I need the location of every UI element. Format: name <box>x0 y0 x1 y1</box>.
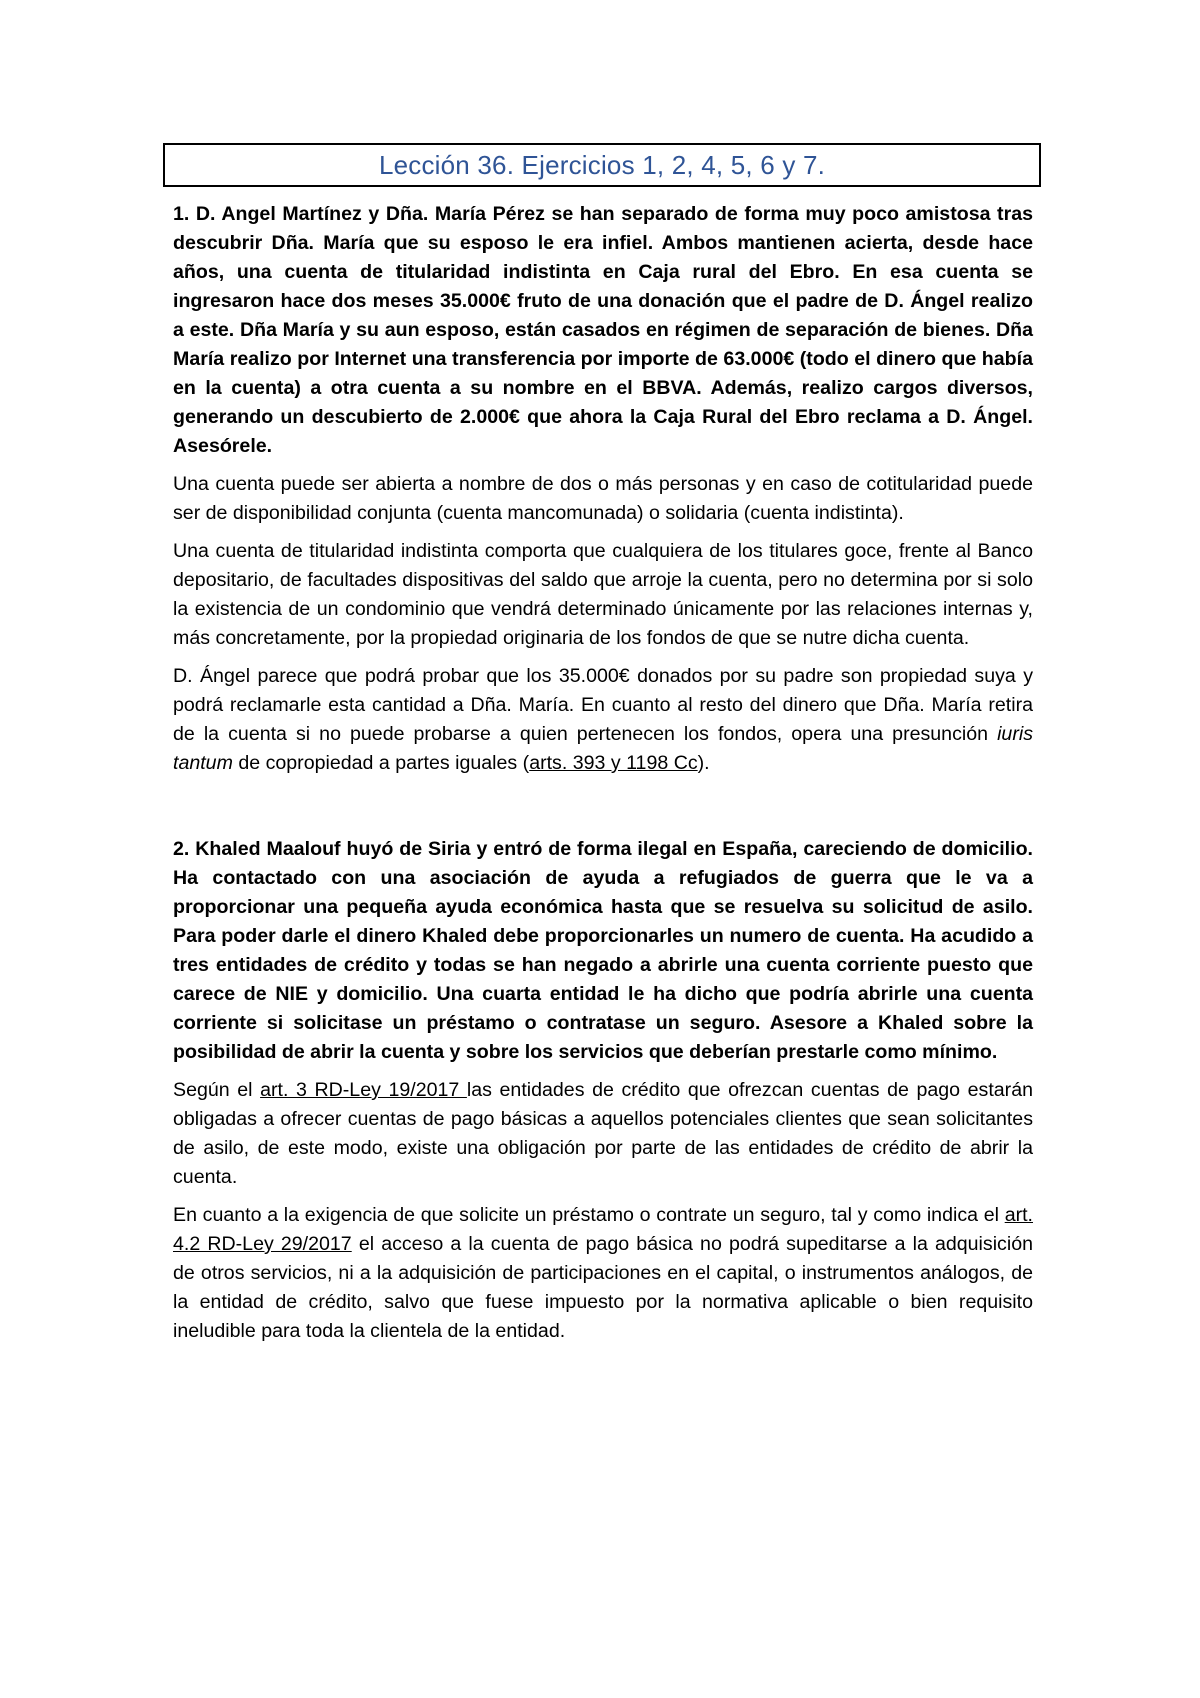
exercise-2-answer-paragraph-2 <box>173 1201 1033 1346</box>
answer-text: de copropiedad a partes iguales ( <box>232 752 530 774</box>
exercise-1-answer-paragraph-3 <box>173 662 1033 778</box>
answer-text: En cuanto a la exigencia de que solicite un préstamo o contrate un seguro, tal y como indica el <box>173 1204 1005 1226</box>
legal-reference-link[interactable]: arts. 393 y 1198 Cc <box>529 752 698 774</box>
exercise-1-question: 1. D. Angel Martínez y Dña. María Pérez se han separado de forma muy poco amistosa tras descubrir Dña. María que su esposo le era infiel. Ambos mantienen acierta, desde hace años, una cuenta de titularidad indistinta en Caja rural del Ebro. En esa cuenta se ingresaron hace dos meses 35.000€ fruto de una donación que el padre de D. Ángel realizo a este. Dña María y su aun esposo, están casados en régimen de separación de bienes. Dña María realizo por Internet una transferencia por importe de 63.000€ (todo el dinero que había en la cuenta) a otra cuenta a su nombre en el BBVA. Además, realizo cargos diversos, generando un descubierto de 2.000€ que ahora la Caja Rural del Ebro reclama a D. Ángel. Asesórele. <box>173 203 1033 457</box>
section-spacer <box>173 787 1033 835</box>
answer-text: las entidades de crédito que ofrezcan cuentas de pago estarán obligadas a ofrecer cuentas de pago básicas a aquellos potenciales clientes que sean solicitantes de asilo, de este modo, existe una obligación por parte de las entidades de crédito de abrir la cuenta. <box>173 1079 1034 1188</box>
title-box <box>163 143 1041 187</box>
answer-text: D. Ángel parece que podrá probar que los 35.000€ donados por su padre son propiedad suya y podrá reclamarle esta cantidad a Dña. María. En cuanto al resto del dinero que Dña. María retira de la cuenta si no puede probarse a quien pertenecen los fondos, opera una presunción <box>173 665 1033 745</box>
document-body <box>173 200 1033 1355</box>
answer-text: el acceso a la cuenta de pago básica no podrá supeditarse a la adquisición de otros servicios, ni a la adquisición de participaciones en el capital, o instrumentos análogos, de la entidad de crédito, salvo que fuese impuesto por la normativa aplicable o bien requisito ineludible para toda la clientela de la entidad. <box>173 1233 1034 1342</box>
answer-text: ). <box>697 752 710 774</box>
answer-text: Según el <box>173 1079 261 1101</box>
exercise-1-answer-paragraph-1: Una cuenta puede ser abierta a nombre de dos o más personas y en caso de cotitularidad puede ser de disponibilidad conjunta (cuenta mancomunada) o solidaria (cuenta indistinta). <box>173 473 1033 524</box>
legal-reference-link[interactable]: art. 4.2 RD-Ley 29/2017 <box>173 1204 1033 1255</box>
exercise-1-answer-paragraph-2: Una cuenta de titularidad indistinta comporta que cualquiera de los titulares goce, frente al Banco depositario, de facultades dispositivas del saldo que arroje la cuenta, pero no determina por si solo la existencia de un condominio que vendrá determinado únicamente por las relaciones internas y, más concretamente, por la propiedad originaria de los fondos de que se nutre dicha cuenta. <box>173 540 1033 649</box>
italic-term: iuris tantum <box>173 723 1033 774</box>
exercise-2-answer-paragraph-1 <box>173 1076 1033 1192</box>
page-title: Lección 36. Ejercicios 1, 2, 4, 5, 6 y 7. <box>378 149 826 180</box>
exercise-2-question: 2. Khaled Maalouf huyó de Siria y entró de forma ilegal en España, careciendo de domicilio. Ha contactado con una asociación de ayuda a refugiados de guerra que le va a proporcionar una pequeña ayuda económica hasta que se resuelva su solicitud de asilo. Para poder darle el dinero Khaled debe proporcionarles un numero de cuenta. Ha acudido a tres entidades de crédito y todas se han negado a abrirle una cuenta corriente puesto que carece de NIE y domicilio. Una cuarta entidad le ha dicho que podría abrirle una cuenta corriente si solicitase un préstamo o contratase un seguro. Asesore a Khaled sobre la posibilidad de abrir la cuenta y sobre los servicios que deberían prestarle como mínimo. <box>173 838 1033 1063</box>
legal-reference-link[interactable]: art. 3 RD-Ley 19/2017 <box>260 1079 467 1101</box>
